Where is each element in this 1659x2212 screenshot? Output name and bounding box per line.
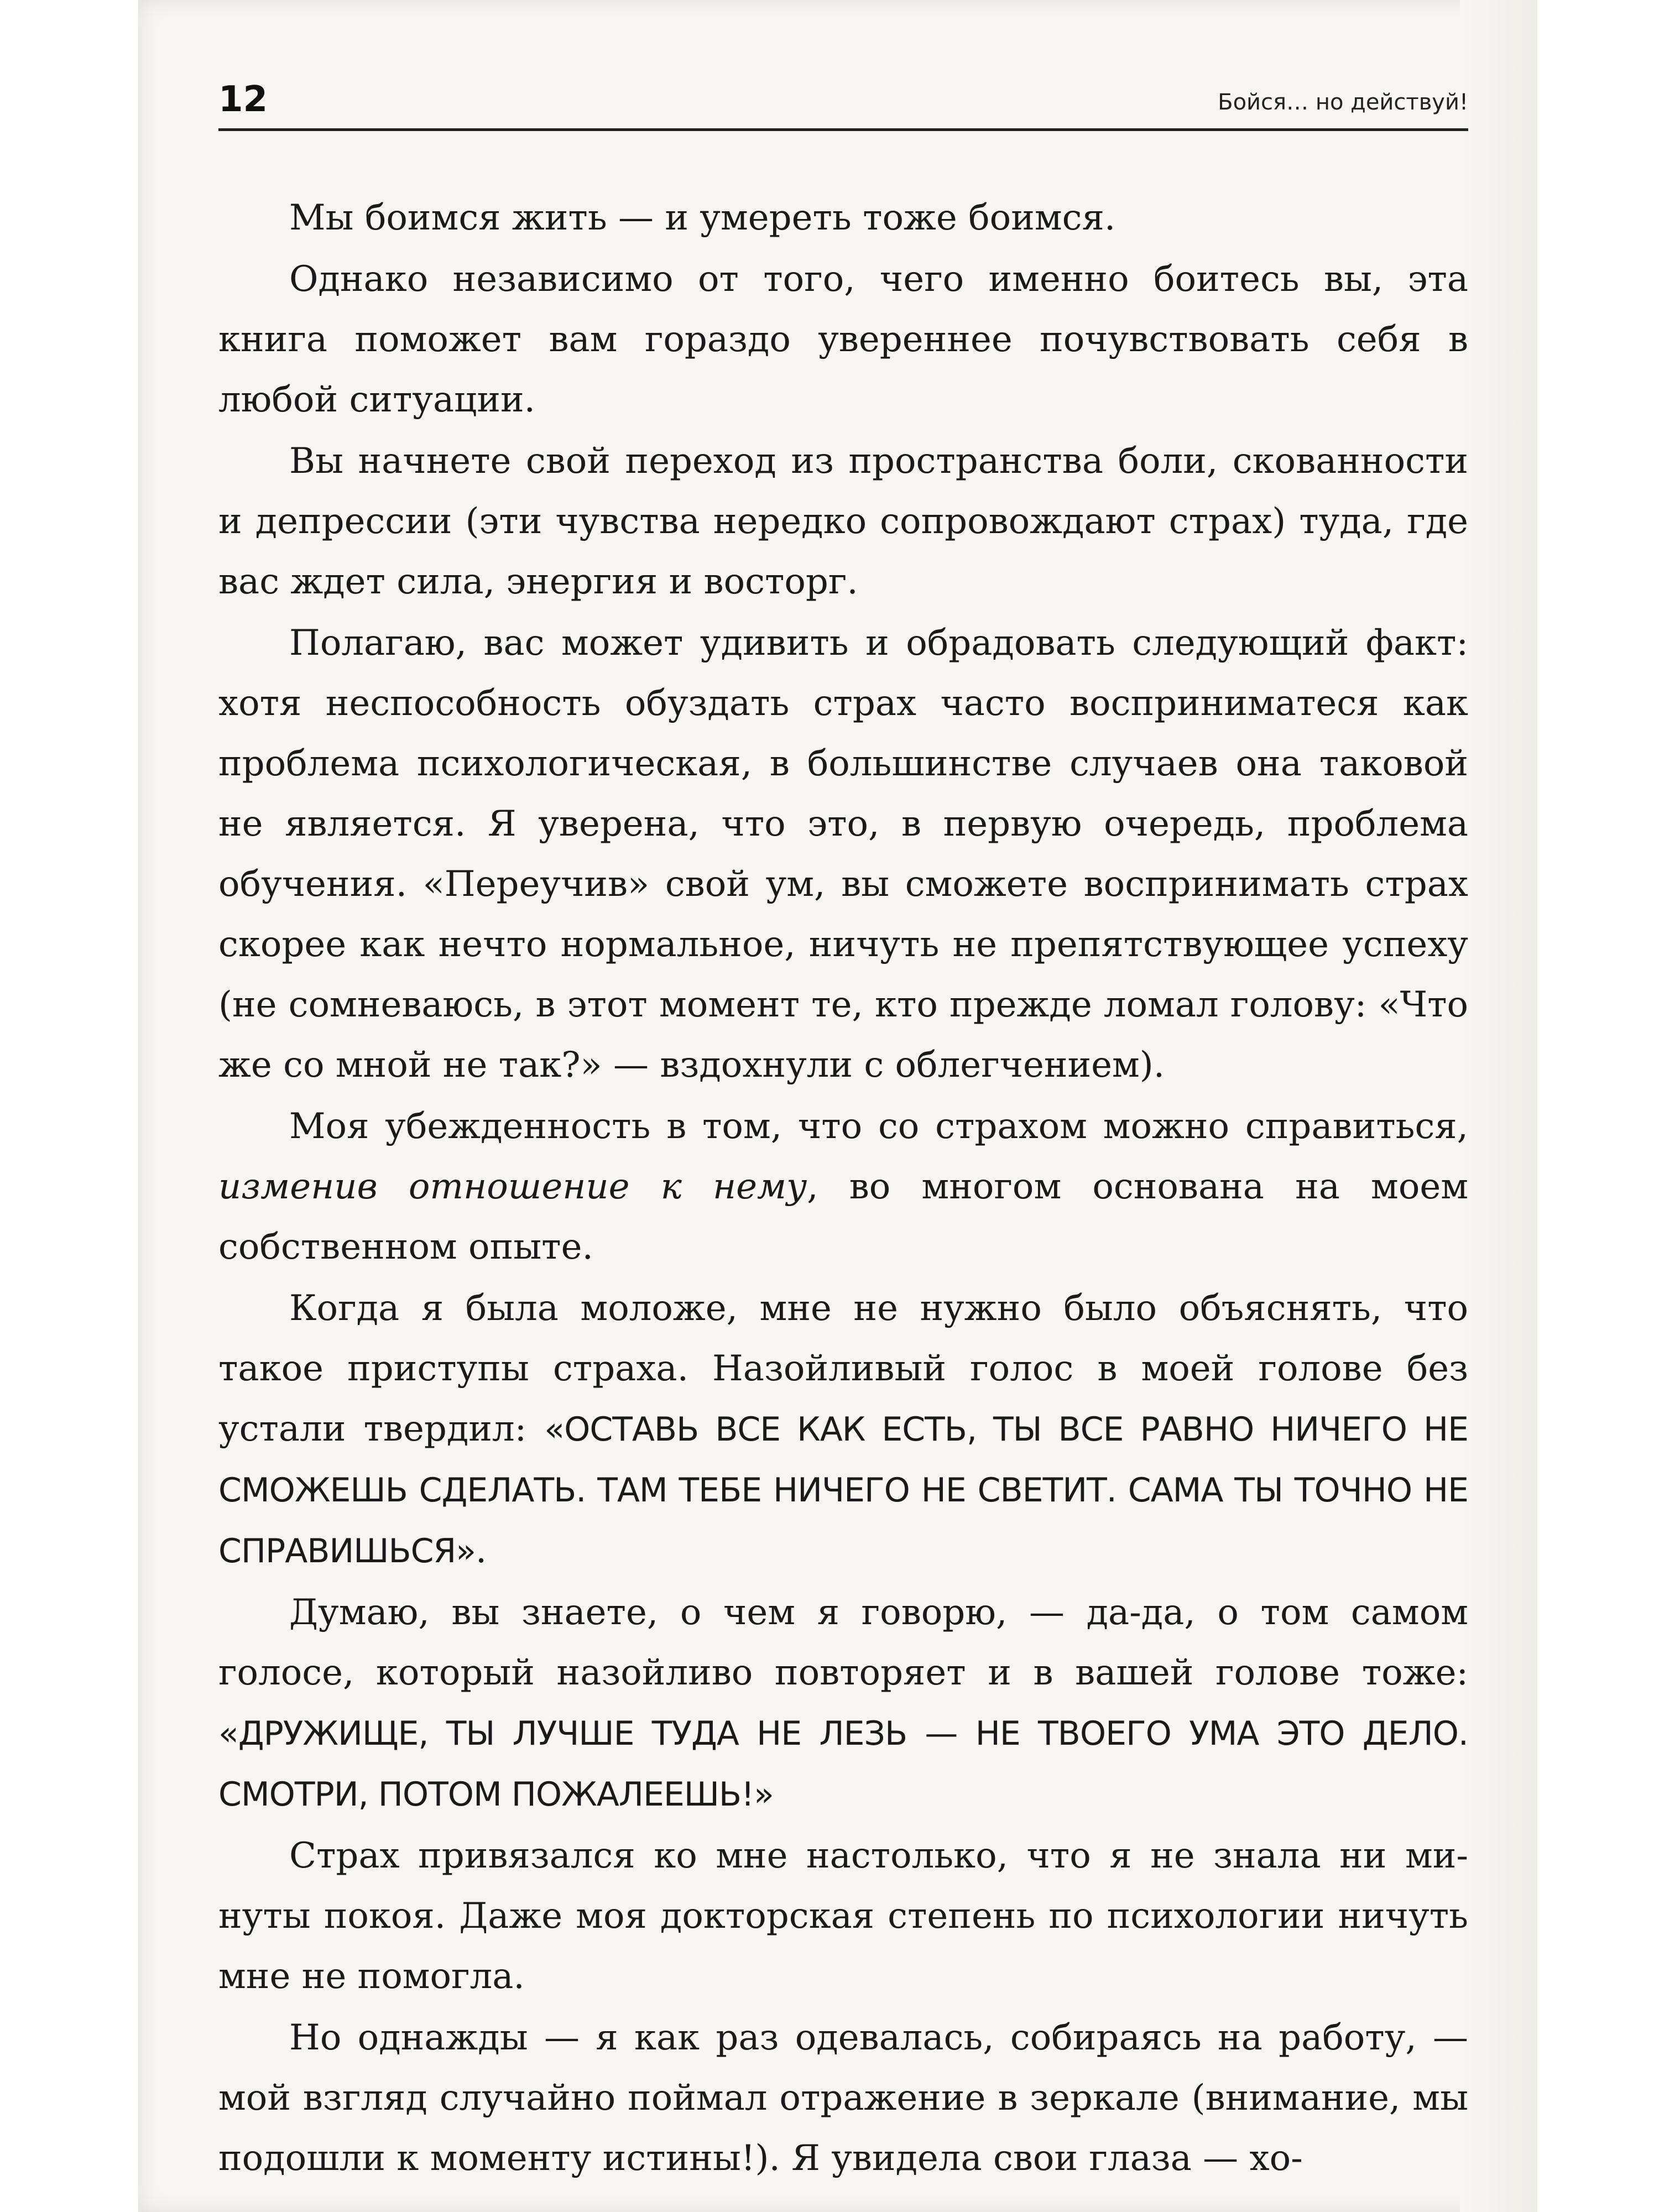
inner-voice-quote: «ДРУЖИЩЕ, ТЫ ЛУЧШЕ ТУДА НЕ ЛЕЗЬ — НЕ ТВОЕГО УМА ЭТО ДЕЛО. СМОТРИ, ПОТОМ ПОЖАЛЕЕШЬ!»	[218, 1714, 1468, 1814]
paragraph-text: , во многом основана на моем собственном опыте.	[218, 1166, 1469, 1267]
paragraph	[218, 1279, 1468, 1582]
emphasis-text: изменив отношение к нему	[218, 1166, 807, 1207]
paragraph: Однако независимо от того, чего именно боитесь вы, эта книга поможет вам гораздо увереннее почувствовать себя в любой ситуации.	[218, 259, 1468, 420]
paragraph-text: Думаю, вы знаете, о чем я говорю, — да-да, о том самом голосе, который назойливо повторяет и в вашей голове тоже:	[218, 1592, 1468, 1693]
paragraph: Но однажды — я как раз одевалась, собираясь на работу, — мой взгляд случайно поймал отражение в зеркале (внимание, мы подошли к моменту истины!). Я увидела свои глаза — хо-	[218, 2017, 1468, 2179]
page-number: 12	[218, 79, 268, 120]
paragraph: Вы начнете свой переход из пространства боли, скованности и депрессии (эти чувства нередко сопровождают страх) туда, где вас ждет сила, энергия и восторг.	[218, 441, 1468, 602]
page-edge-shadow	[1460, 0, 1537, 2212]
paragraph: Полагаю, вас может удивить и обрадовать следующий факт: хотя неспособность обуздать страх часто восприниматеся как проблема психологическая, в большинстве случаев она таковой не является. Я уверена, что это, в первую очередь, проблема обучения. «Переучив» свой ум, вы сможете воспринимать страх скорее как нечто нормальное, ничуть не препятствующее успеху (не сомневаюсь, в этот момент те, кто прежде ломал голову: «Что же со мной не так?» — вздохнули с облегчением).	[218, 623, 1468, 1086]
paragraph	[218, 1097, 1468, 1277]
header-rule	[218, 128, 1468, 131]
paragraph	[218, 1583, 1468, 1825]
page-header	[218, 75, 1468, 130]
paragraph-text: Когда я была моложе, мне не нужно было объяснять, что такое приступы страха. Назойливый голос в моей голове без устали твердил:	[218, 1288, 1468, 1449]
paragraph: Мы боимся жить — и умереть тоже боимся.	[289, 197, 1116, 238]
paragraph-text: Моя убежденность в том, что со страхом можно справиться,	[289, 1106, 1468, 1147]
body-text	[218, 188, 1468, 2190]
running-title: Бойся… но действуй!	[1218, 90, 1468, 115]
inner-voice-quote: «ОСТАВЬ ВСЕ КАК ЕСТЬ, ТЫ ВСЕ РАВНО НИЧЕГО НЕ СМОЖЕШЬ СДЕЛАТЬ. ТАМ ТЕБЕ НИЧЕГО НЕ СВЕТИТ. САМА ТЫ ТОЧНО НЕ СПРАВИШЬСЯ»	[218, 1410, 1468, 1571]
paragraph: Страх привязался ко мне настолько, что я не знала ни минуты покоя. Даже моя докторская степень по психологии ничуть мне не помогла.	[218, 1835, 1468, 1997]
paragraph-text: .	[475, 1530, 487, 1571]
